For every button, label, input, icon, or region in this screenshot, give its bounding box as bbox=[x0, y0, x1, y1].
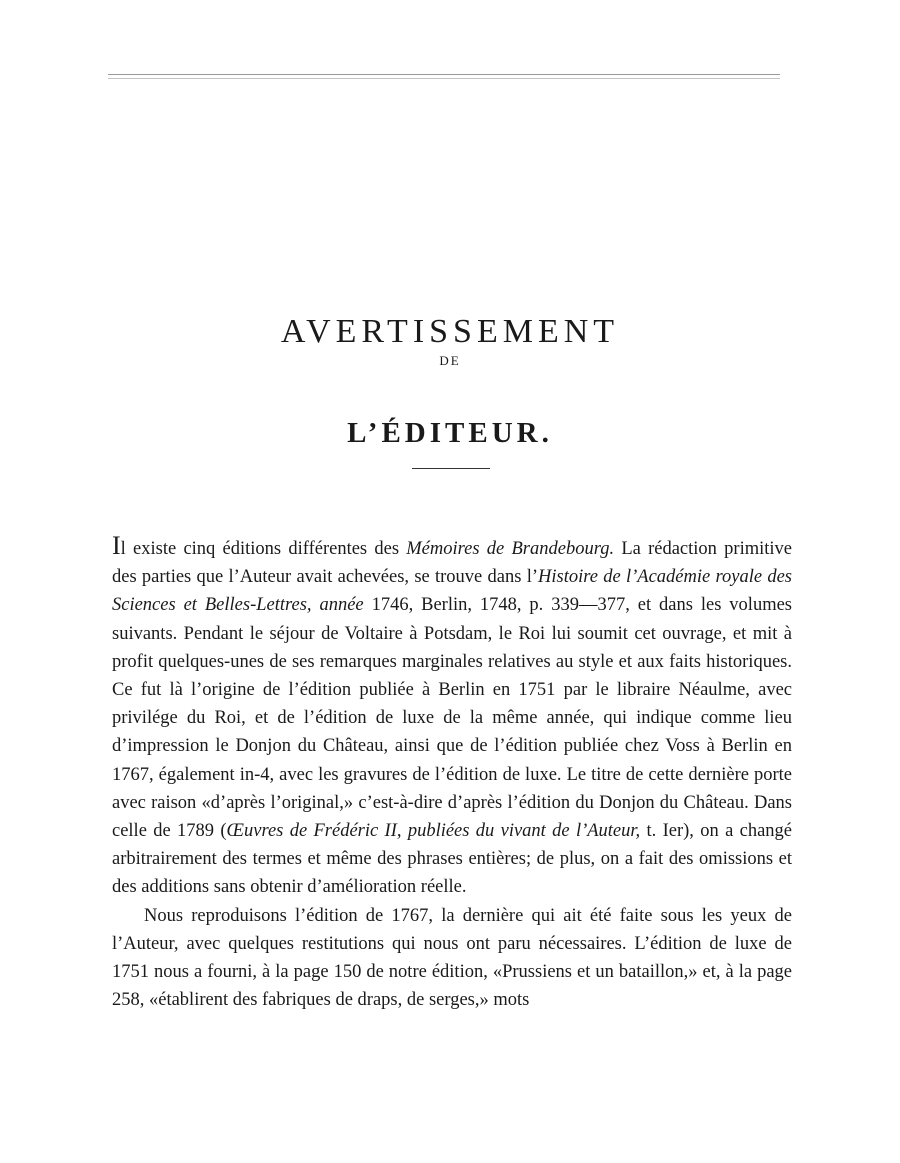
segment: l existe cinq éditions différentes des bbox=[120, 539, 407, 559]
segment: Œuvres de Frédéric II, publiées du vivant de l’Auteur, bbox=[226, 821, 641, 842]
title-divider bbox=[412, 468, 490, 469]
segment: La rédaction primitive des parties que l’Auteur avait achevées, se trouve dans l’ bbox=[112, 539, 792, 588]
segment: Histoire de l’Académie royale des Sciences et Belles-Lettres, année bbox=[112, 567, 793, 616]
drop-cap: I bbox=[112, 531, 121, 560]
top-rule bbox=[108, 74, 780, 79]
page-title: AVERTISSEMENT bbox=[280, 312, 620, 350]
paragraph-2 bbox=[112, 902, 792, 1015]
body-text bbox=[112, 531, 793, 1014]
page-subtitle: L’ÉDITEUR. bbox=[347, 417, 553, 450]
segment: t. Ier), on a changé arbitrairement des termes et même des phrases entières; de plus, on a fait des omissions et des additions sans obtenir d’amélioration réelle. bbox=[112, 821, 792, 898]
segment: Nous reproduisons l’édition de 1767, la dernière qui ait été faite sous les yeux de l’Auteur, avec quelques restitutions qui nous ont paru nécessaires. L’édition de luxe de 1751 nous a fourni, à la page 150 de notre édition, «Prussiens et un bataillon,» et, à la page 258, «établirent des fabriques de draps, de serges,» mots bbox=[112, 905, 792, 1011]
segment: 1746, Berlin, 1748, p. 339—377, et dans les volumes suivants. Pendant le séjour de Voltaire à Potsdam, le Roi lui soumit cet ouvrage, et mit à profit quelques-unes de ses remarques marginales relatives au style et aux faits historiques. Ce fut là l’origine de l’édition publiée à Berlin en 1751 par le libraire Néaulme, avec privilége du Roi, et de l’édition de luxe de la même année, qui indique comme lieu d’impression le Donjon du Château, ainsi que de l’édition publiée chez Voss à Berlin en 1767, également in-4, avec les gravures de l’édition de luxe. Le titre de cette dernière porte avec raison «d’après l’original,» c’est-à-dire d’après l’édition du Donjon du Château. Dans celle de 1789 ( bbox=[112, 595, 793, 842]
paragraph-1 bbox=[112, 531, 793, 902]
title-connector: DE bbox=[439, 353, 461, 368]
segment: Mémoires de Brandebourg. bbox=[406, 539, 615, 559]
